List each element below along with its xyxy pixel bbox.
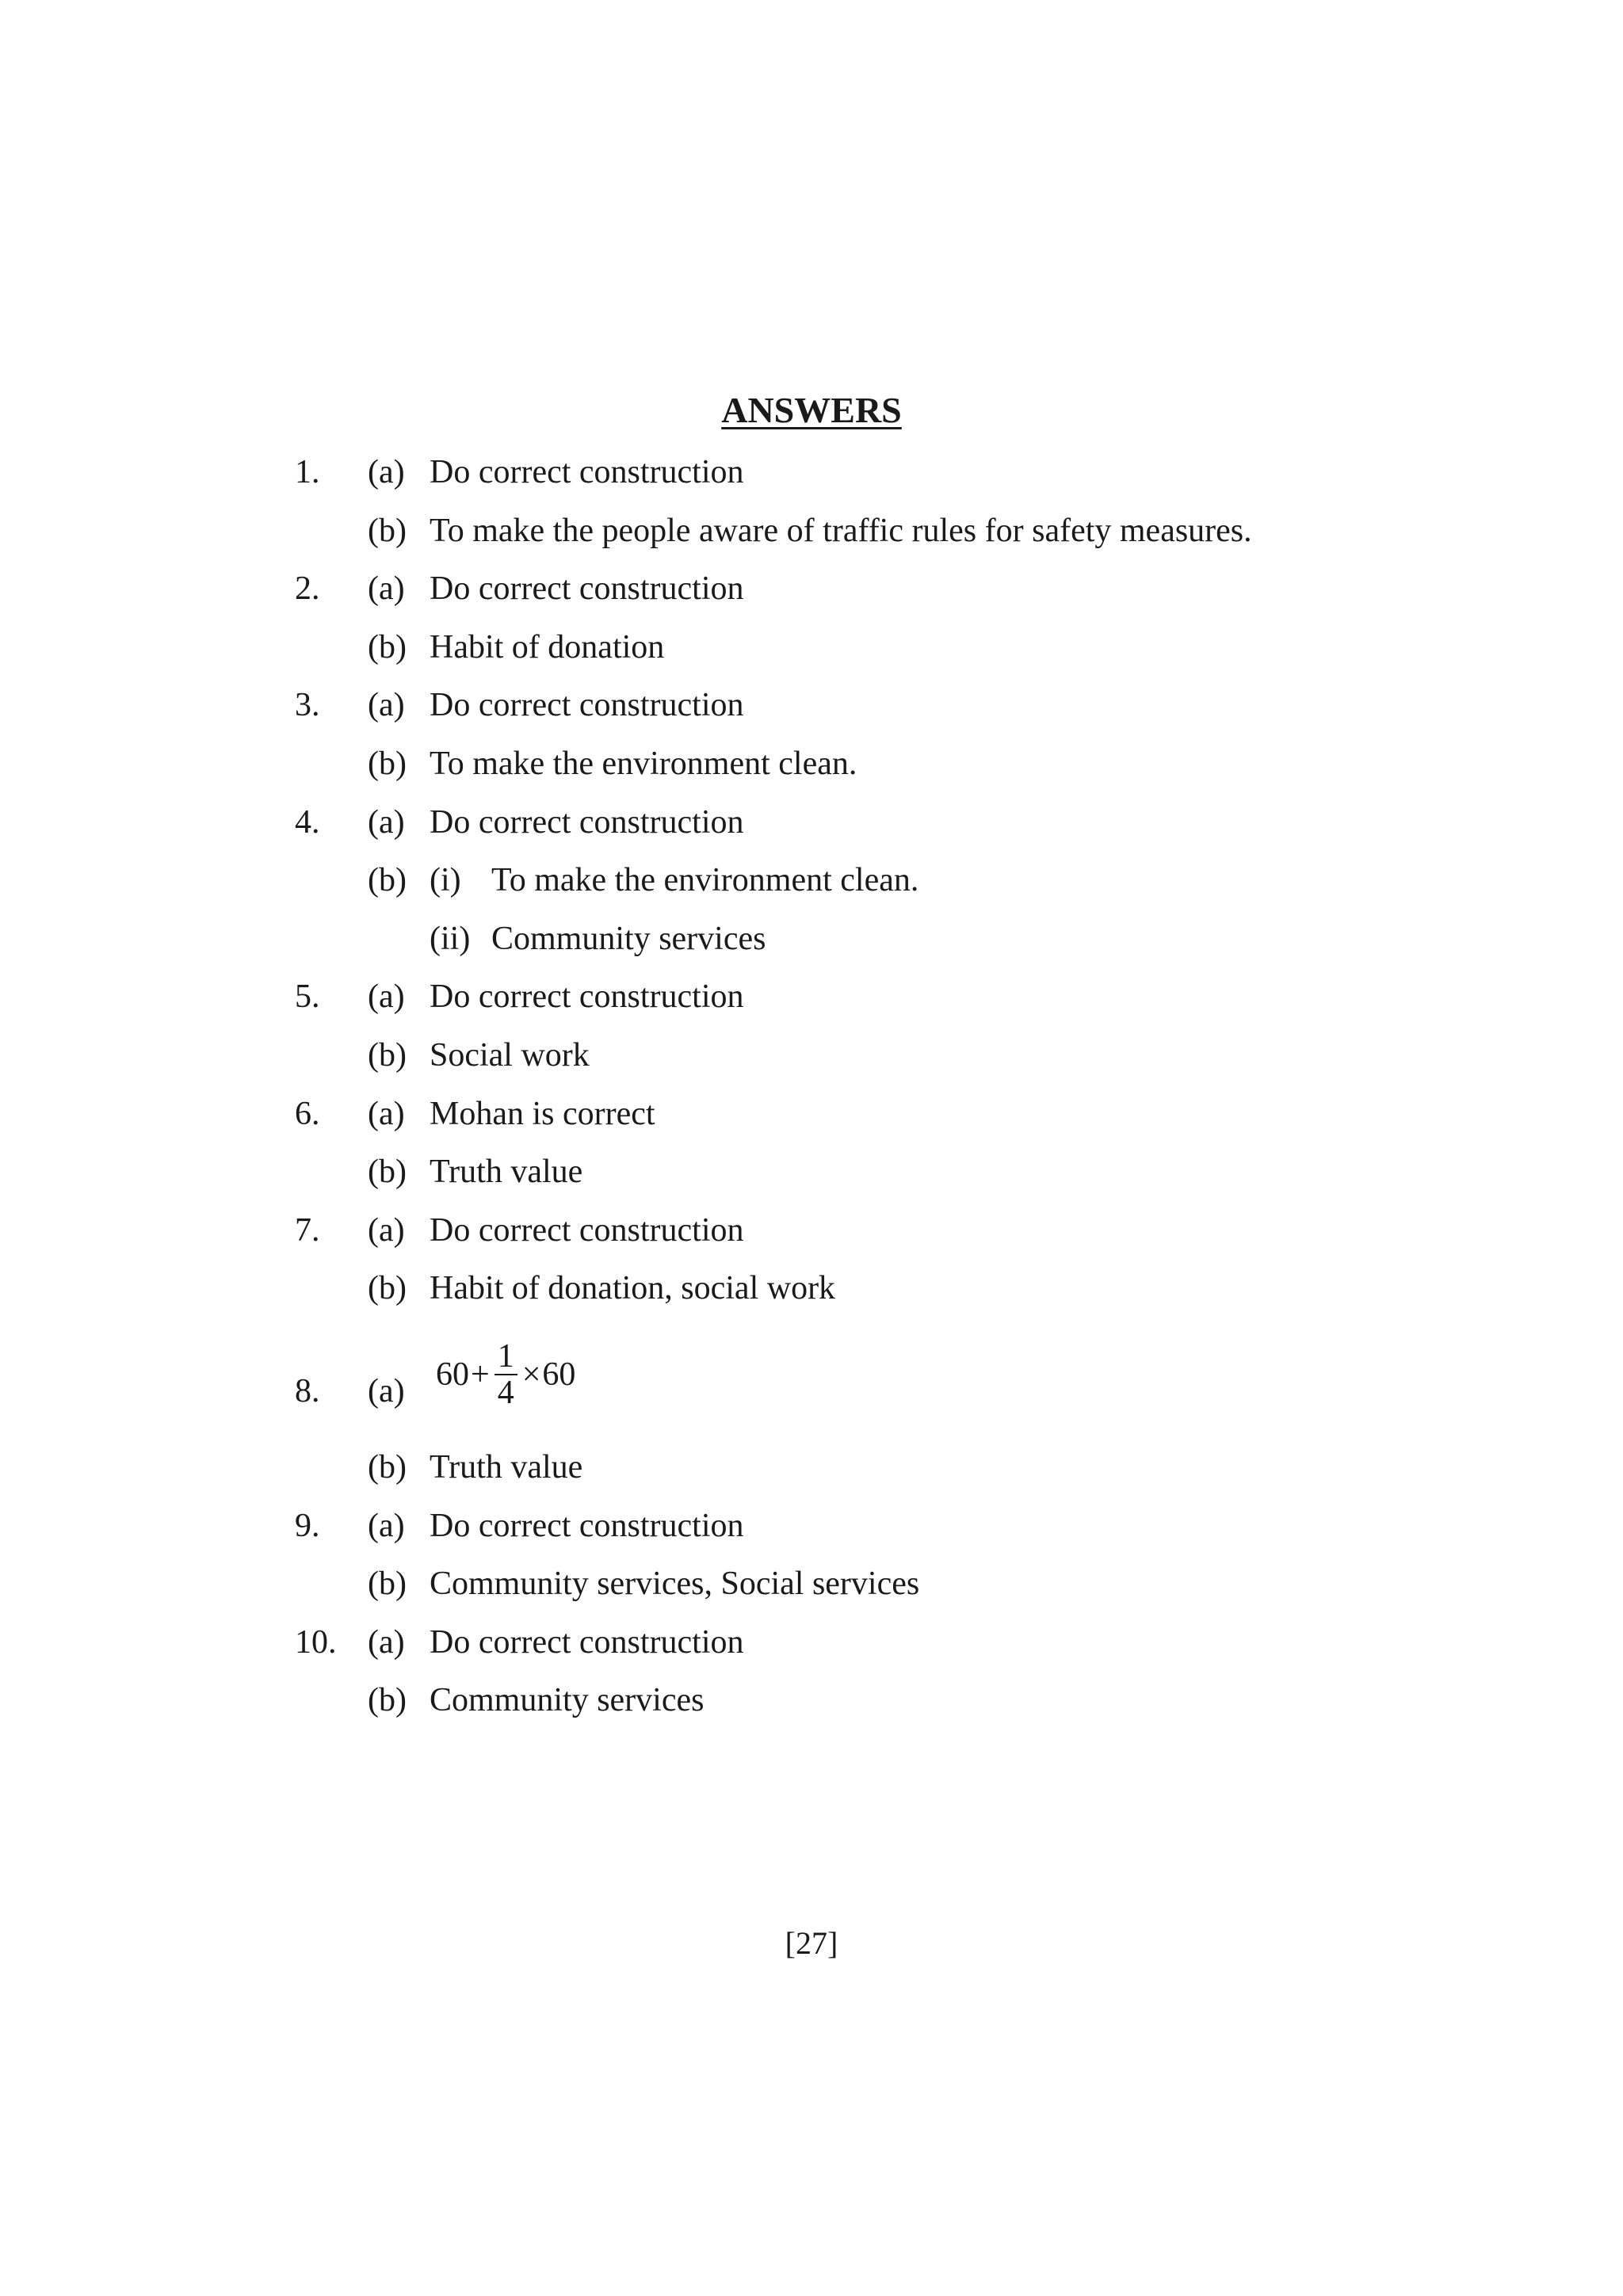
answer-text: Habit of donation	[430, 628, 665, 666]
answer-5b	[0, 1032, 1623, 1090]
answer-text: Habit of donation, social work	[430, 1270, 836, 1307]
answer-text: Do correct construction	[430, 1211, 744, 1249]
sub-part-label: (i)	[430, 862, 461, 899]
part-label: (a)	[368, 803, 405, 841]
question-number: 5.	[295, 978, 320, 1016]
fraction-denominator: 4	[497, 1374, 514, 1411]
answer-text: To make the people aware of traffic rules for safety measures.	[430, 512, 1252, 549]
part-label: (b)	[368, 1154, 407, 1191]
part-label: (b)	[368, 1566, 407, 1603]
answer-7b	[0, 1264, 1623, 1323]
answer-1b	[0, 507, 1623, 566]
part-label: (a)	[368, 1372, 405, 1409]
answer-2a	[0, 565, 1623, 624]
answer-9b	[0, 1560, 1623, 1619]
part-label: (b)	[368, 512, 407, 549]
part-label: (b)	[368, 1448, 407, 1486]
answer-8a	[0, 1323, 1623, 1444]
part-label: (a)	[368, 978, 405, 1016]
answer-text: Do correct construction	[430, 803, 744, 841]
question-number: 3.	[295, 687, 320, 724]
answer-text: Truth value	[430, 1154, 583, 1191]
answer-3a	[0, 681, 1623, 740]
answer-text: Do correct construction	[430, 687, 744, 724]
answer-text: Do correct construction	[430, 570, 744, 608]
part-label: (a)	[368, 1095, 405, 1132]
fraction-numerator: 1	[495, 1339, 517, 1375]
part-label: (b)	[368, 628, 407, 666]
question-number: 8.	[295, 1372, 320, 1409]
part-label: (a)	[368, 1623, 405, 1661]
part-label: (a)	[368, 570, 405, 608]
answer-text: Community services	[491, 920, 766, 957]
plus-sign: +	[471, 1356, 490, 1393]
question-number: 4.	[295, 803, 320, 841]
question-number: 10.	[295, 1623, 337, 1661]
answer-text: To make the environment clean.	[491, 862, 919, 899]
answer-text: Truth value	[430, 1448, 583, 1486]
answer-8b	[0, 1444, 1623, 1502]
question-number: 9.	[295, 1507, 320, 1544]
part-label: (b)	[368, 862, 407, 899]
answer-text: Do correct construction	[430, 454, 744, 490]
answer-text: Community services, Social services	[430, 1566, 920, 1603]
answer-7a	[0, 1207, 1623, 1265]
formula-term: 60	[542, 1356, 576, 1393]
answer-3b	[0, 740, 1623, 799]
part-label: (b)	[368, 1270, 407, 1307]
answer-5a	[0, 973, 1623, 1032]
answer-4b-ii	[0, 915, 1623, 974]
part-label: (a)	[368, 1211, 405, 1249]
answer-text: Community services	[430, 1682, 705, 1719]
question-number: 1.	[295, 454, 320, 490]
question-number: 6.	[295, 1095, 320, 1132]
answer-text: Do correct construction	[430, 1623, 744, 1661]
part-label: (b)	[368, 745, 407, 782]
answer-4b-i	[0, 856, 1623, 915]
answer-6b	[0, 1148, 1623, 1207]
part-label: (a)	[368, 1507, 405, 1544]
answer-6a	[0, 1090, 1623, 1149]
answer-4a	[0, 799, 1623, 857]
formula-term: 60	[436, 1356, 469, 1393]
sub-part-label: (ii)	[430, 920, 471, 957]
page-title: ANSWERS	[721, 390, 902, 430]
part-label: (a)	[368, 454, 405, 490]
page-number: [27]	[785, 1925, 838, 1961]
math-formula	[436, 1323, 575, 1426]
answer-10a	[0, 1619, 1623, 1677]
answer-text: To make the environment clean.	[430, 745, 857, 782]
times-sign: ×	[521, 1356, 541, 1393]
part-label: (a)	[368, 687, 405, 724]
question-number: 2.	[295, 570, 320, 608]
question-number: 7.	[295, 1211, 320, 1249]
answer-1a	[0, 448, 1623, 507]
part-label: (b)	[368, 1036, 407, 1074]
answer-text: Do correct construction	[430, 978, 744, 1016]
answer-text: Do correct construction	[430, 1507, 744, 1544]
answers-list	[0, 448, 1623, 1735]
answer-10b	[0, 1676, 1623, 1735]
answer-9a	[0, 1502, 1623, 1561]
answer-text: Mohan is correct	[430, 1095, 655, 1132]
answer-2b	[0, 624, 1623, 682]
answer-text: Social work	[430, 1036, 590, 1074]
fraction	[495, 1339, 517, 1410]
part-label: (b)	[368, 1682, 407, 1719]
